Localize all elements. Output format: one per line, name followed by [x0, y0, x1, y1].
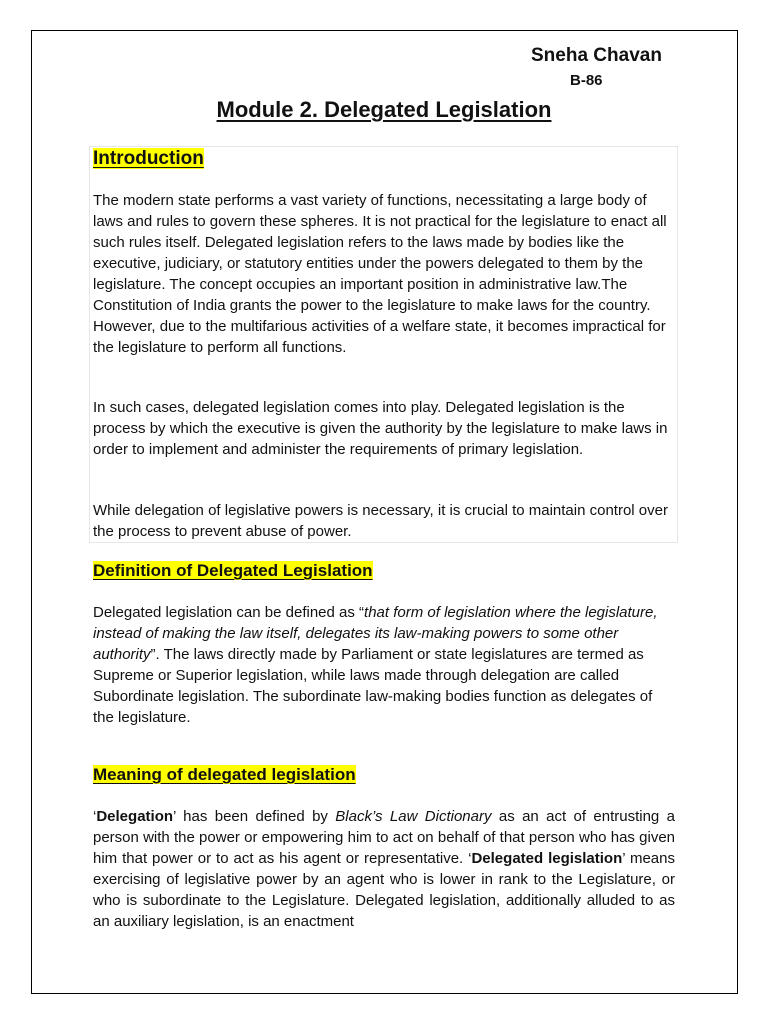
definition-paragraph	[93, 602, 665, 728]
meaning-paragraph	[93, 806, 675, 932]
definition-heading	[93, 561, 373, 581]
meaning-term-delegation: Delegation	[96, 808, 174, 825]
definition-heading-text: Definition of Delegated Legislation	[93, 561, 373, 580]
meaning-text-3: ’ means exercising of legislative power by an agent who is lower in rank to the Legislature, or who is subordinate to the Legislature. Delegated legislation, additionally alluded to as an auxiliary legislation, is an enactment	[93, 850, 675, 930]
meaning-text-2: as an act of entrusting a person with the power or empowering him to act on behalf of that person who has given him that power or to act as his agent or representative. ‘	[93, 808, 675, 867]
definition-rest: ”. The laws directly made by Parliament or state legislatures are termed as Supreme or Superior legislation, while laws made through delegation are called Subordinate legislation. The subordinate law-making bodies function as delegates of the legislature.	[93, 646, 653, 726]
intro-text-3: While delegation of legislative powers is necessary, it is crucial to maintain control over the process to prevent abuse of power.	[93, 502, 668, 540]
definition-lead: Delegated legislation can be defined as “	[93, 604, 365, 621]
introduction-heading-text: Introduction	[93, 148, 204, 169]
definition-quote: that form of legislation where the legislature, instead of making the law itself, delegates its law-making powers to some other authority	[93, 604, 658, 663]
author-name: Sneha Chavan	[531, 45, 662, 66]
page-title: Module 2. Delegated Legislation	[216, 97, 552, 122]
meaning-quote-open: ‘	[93, 808, 97, 825]
meaning-source: Black’s Law Dictionary	[335, 808, 492, 825]
roll-number: B-86	[570, 72, 603, 89]
introduction-heading	[93, 148, 204, 170]
meaning-term-delegated-legislation: Delegated legislation	[471, 850, 623, 867]
meaning-text-1: ’ has been defined by	[173, 808, 336, 825]
meaning-heading	[93, 765, 356, 785]
introduction-paragraph-1	[93, 190, 668, 358]
meaning-heading-text: Meaning of delegated legislation	[93, 765, 356, 784]
introduction-paragraph-2	[93, 397, 668, 460]
intro-text-2: In such cases, delegated legislation comes into play. Delegated legislation is the process by which the executive is given the authority by the legislature to make laws in order to implement and administer the requirements of primary legislation.	[93, 399, 668, 458]
introduction-paragraph-3	[93, 500, 668, 542]
intro-text-1: The modern state performs a vast variety of functions, necessitating a large body of laws and rules to govern these spheres. It is not practical for the legislature to enact all such rules itself. Delegated legislation refers to the laws made by bodies like the executive, judiciary, or statutory entities under the powers delegated to them by the legislature. The concept occupies an important position in administrative law.The Constitution of India grants the power to the legislature to make laws for the country. However, due to the multifarious activities of a welfare state, it becomes impractical for the legislature to perform all functions.	[93, 192, 667, 356]
